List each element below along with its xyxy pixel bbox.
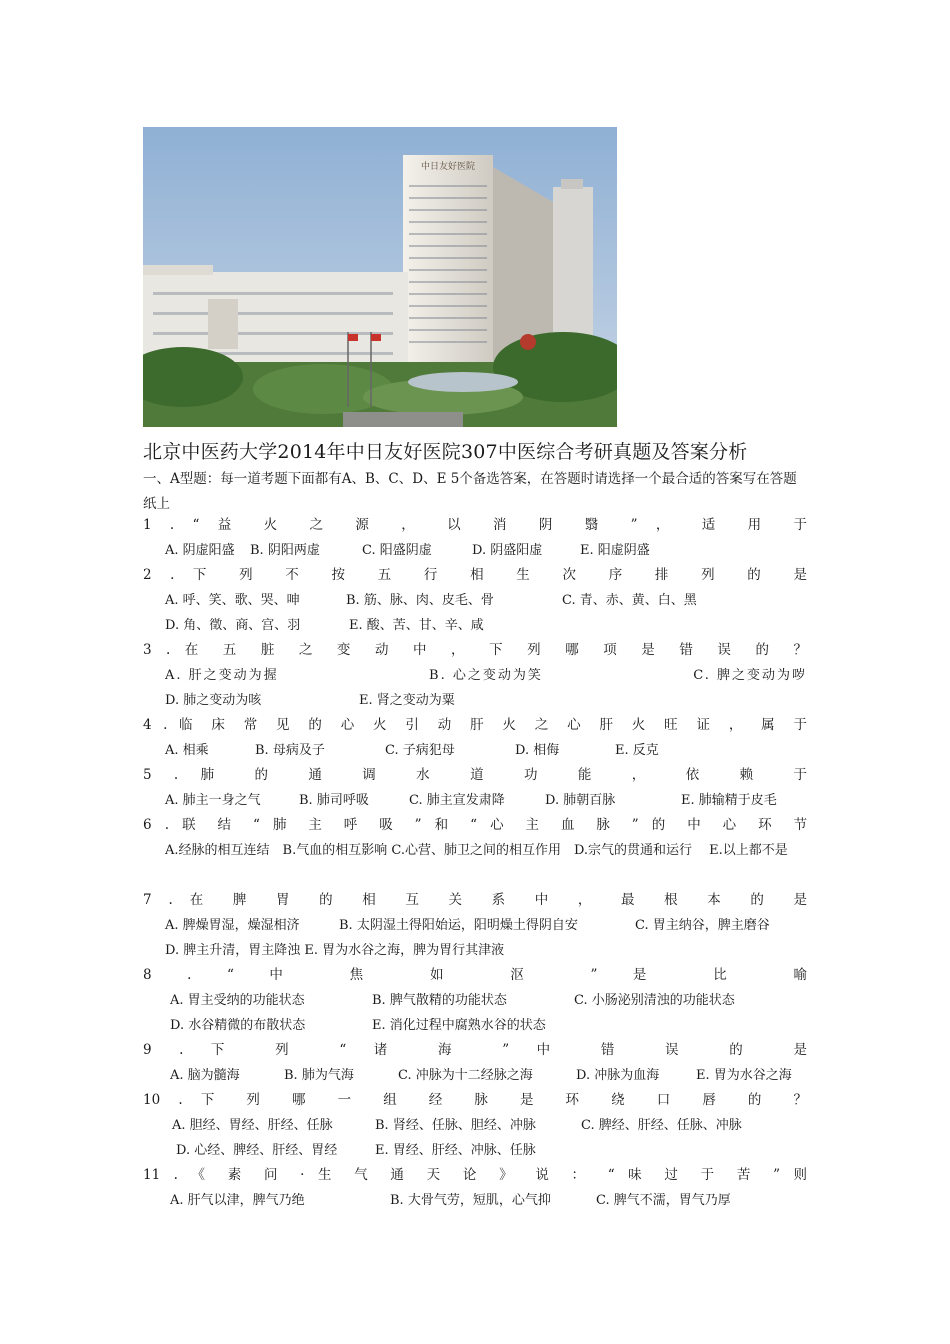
hospital-building-image [143, 127, 617, 427]
question-1-stem: 1 . “ 益 火 之 源 ， 以 消 阴 翳 ” ， 适 用 于 [143, 517, 807, 533]
option: D. 心经、脾经、肝经、胃经 [176, 1143, 338, 1158]
question-11-options [170, 1188, 731, 1213]
option: B. 母病及子 [255, 743, 325, 758]
question-2-options-row2 [165, 613, 484, 638]
question-9-options [170, 1063, 792, 1088]
option: E. 肾之变动为粟 [359, 693, 455, 708]
question-10-options-row1 [172, 1113, 742, 1138]
option: C. 冲脉为十二经脉之海 [398, 1068, 533, 1083]
question-8-options-row1 [170, 988, 735, 1013]
building-sign: 中日友好医院 [420, 162, 476, 172]
option: A. 胆经、胃经、肝经、任脉 [172, 1118, 333, 1133]
option: C. 胃主纳谷，脾主磨谷 [635, 918, 770, 933]
question-5-stem: 5 . 肺 的 通 调 水 道 功 能 ， 依 赖 于 [143, 767, 807, 783]
question-8-stem: 8 . “ 中 焦 如 沤 ” 是 比 喻 [143, 967, 807, 983]
option: B. 肺司呼吸 [299, 793, 369, 808]
option: D. 相侮 [515, 743, 560, 758]
section-intro: 一、A型题：每一道考题下面都有A、B、C、D、E 5个备选答案，在答题时请选择一个最合适的答案写在答题纸上 [143, 471, 797, 512]
question-7-stem: 7 . 在 脾 胃 的 相 互 关 系 中 ， 最 根 本 的 是 [143, 892, 807, 908]
option: D. 冲脉为血海 [576, 1068, 660, 1083]
option: B. 筋、脉、肉、皮毛、骨 [346, 593, 494, 608]
option: B. 大骨气劳，短肌，心气抑 [390, 1193, 551, 1208]
option: E. 胃为水谷之海 [696, 1068, 792, 1083]
question-4-options [165, 738, 659, 763]
option: B. 肺为气海 [284, 1068, 354, 1083]
option: A. 脾燥胃湿，燥湿相济 [165, 918, 300, 933]
option: D. 肺之变动为咳 [165, 693, 262, 708]
question-4-stem: 4 . 临 床 常 见 的 心 火 引 动 肝 火 之 心 肝 火 旺 证 ， 属 于 [143, 717, 807, 733]
option: D. 角、徵、商、宫、羽 [165, 618, 301, 633]
option: D. 脾主升清，胃主降浊 E. 胃为水谷之海，脾为胃行其津液 [165, 943, 505, 958]
option: B. 肾经、任脉、胆经、冲脉 [375, 1118, 536, 1133]
option: E. 消化过程中腐熟水谷的状态 [372, 1018, 546, 1033]
option: C. 脾之变动为哕 [693, 668, 807, 683]
question-8-options-row2 [170, 1013, 546, 1038]
option: B. 太阴湿土得阳始运，阳明燥土得阴自安 [339, 918, 578, 933]
option: C. 肺主宣发肃降 [409, 793, 505, 808]
hospital-photo [143, 127, 617, 427]
option: A. 肝之变动为握 [165, 668, 279, 683]
question-6-options: A.经脉的相互连结 B.气血的相互影响 C.心营、肺卫之间的相互作用 D.宗气的贯通和运行 E.以上都不是 [165, 843, 788, 858]
option: A. 胃主受纳的功能状态 [170, 993, 305, 1008]
question-5-options [165, 788, 777, 813]
option: E. 阳虚阴盛 [580, 543, 650, 558]
question-3-options-row1 [165, 663, 807, 688]
question-3-options-row2 [165, 688, 455, 713]
question-10-stem: 10 . 下 列 哪 一 组 经 脉 是 环 绕 口 唇 的 ？ [143, 1092, 807, 1108]
document-title: 北京中医药大学2014年中日友好医院307中医综合考研真题及答案分析 [143, 441, 748, 463]
question-1-options [165, 538, 650, 563]
option: A. 肺主一身之气 [165, 793, 261, 808]
option: C. 子病犯母 [385, 743, 455, 758]
option: D. 阴盛阳虚 [472, 543, 543, 558]
option: E. 酸、苦、甘、辛、咸 [349, 618, 484, 633]
question-11-stem: 11 . 《 素 问 · 生 气 通 天 论 》 说 ： “ 味 过 于 苦 ” 则 [143, 1167, 807, 1183]
option: E. 反克 [615, 743, 659, 758]
option: E. 肺输精于皮毛 [681, 793, 777, 808]
option: B. 心之变动为笑 [429, 668, 543, 683]
question-10-options-row2 [176, 1138, 536, 1163]
option: D. 肺朝百脉 [545, 793, 616, 808]
option: E. 胃经、肝经、冲脉、任脉 [375, 1143, 536, 1158]
question-9-stem: 9 . 下 列 “ 诸 海 ” 中 错 误 的 是 [143, 1042, 807, 1058]
question-3-stem: 3 . 在 五 脏 之 变 动 中 ， 下 列 哪 项 是 错 误 的 ？ [143, 642, 807, 658]
option: A. 肝气以津，脾气乃绝 [170, 1193, 305, 1208]
option: D. 水谷精微的布散状态 [170, 1018, 306, 1033]
option: C. 小肠泌别清浊的功能状态 [574, 993, 735, 1008]
option: C. 脾经、肝经、任脉、冲脉 [581, 1118, 742, 1133]
question-2-options-row1 [165, 588, 697, 613]
option: A. 脑为髓海 [170, 1068, 240, 1083]
option: B. 阴阳两虚 [250, 543, 320, 558]
question-2-stem: 2 . 下 列 不 按 五 行 相 生 次 序 排 列 的 是 [143, 567, 807, 583]
option: B. 脾气散精的功能状态 [372, 993, 507, 1008]
question-7-options-row2 [165, 938, 504, 963]
question-6-stem: 6 . 联 结 “ 肺 主 呼 吸 ” 和 “ 心 主 血 脉 ” 的 中 心 环 节 [143, 817, 807, 833]
option: C. 阳盛阴虚 [362, 543, 432, 558]
option: C. 青、赤、黄、白、黑 [562, 593, 697, 608]
option: C. 脾气不濡，胃气乃厚 [596, 1193, 731, 1208]
option: A. 相乘 [165, 743, 209, 758]
question-7-options-row1 [165, 913, 770, 938]
option: A. 呼、笑、歌、哭、呻 [165, 593, 300, 608]
option: A. 阴虚阳盛 [165, 543, 235, 558]
